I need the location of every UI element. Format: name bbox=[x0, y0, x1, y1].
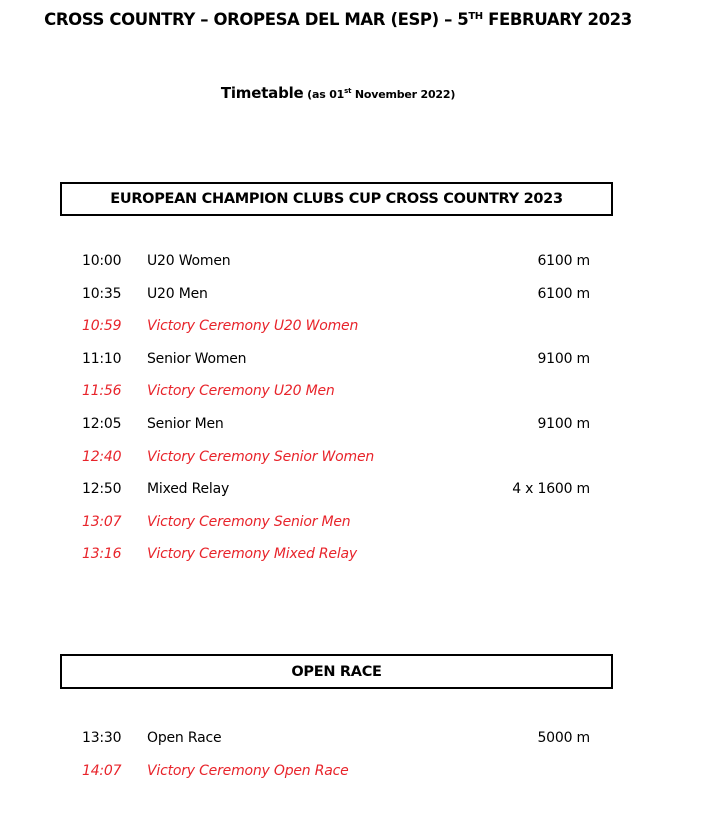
event-name: U20 Men bbox=[147, 285, 208, 302]
event-time: 13:07 bbox=[82, 513, 122, 530]
event-distance: 9100 m bbox=[537, 416, 590, 432]
race-row bbox=[0, 481, 708, 503]
ceremony-row bbox=[0, 383, 708, 405]
event-time: 12:40 bbox=[82, 448, 122, 465]
event-name: Senior Men bbox=[147, 416, 224, 432]
event-time: 12:05 bbox=[82, 416, 122, 432]
event-time: 14:07 bbox=[82, 763, 122, 779]
event-distance: 4 x 1600 m bbox=[512, 481, 590, 498]
ceremony-row bbox=[0, 763, 708, 785]
event-distance: 6100 m bbox=[537, 253, 590, 269]
event-time: 11:56 bbox=[82, 383, 122, 400]
document-title bbox=[0, 10, 676, 29]
subtitle-note bbox=[304, 88, 456, 101]
ceremony-row bbox=[0, 514, 708, 536]
event-time: 10:35 bbox=[82, 285, 122, 302]
event-name: Mixed Relay bbox=[147, 481, 230, 498]
event-distance: 5000 m bbox=[537, 730, 590, 746]
timetable-subtitle bbox=[0, 84, 676, 102]
event-name: Senior Women bbox=[147, 350, 247, 367]
event-time: 13:16 bbox=[82, 546, 122, 563]
title-superscript: TH bbox=[468, 11, 483, 22]
event-name: Open Race bbox=[147, 730, 222, 746]
ceremony-row bbox=[0, 546, 708, 568]
race-row bbox=[0, 351, 708, 373]
section-heading-open-race: OPEN RACE bbox=[60, 654, 613, 689]
event-name: Victory Ceremony Senior Women bbox=[147, 448, 375, 465]
event-name: Victory Ceremony Senior Men bbox=[147, 513, 351, 530]
subtitle-text: Timetable bbox=[220, 84, 304, 102]
note-superscript: st bbox=[344, 87, 352, 95]
event-distance: 9100 m bbox=[537, 350, 590, 367]
title-text-suffix: FEBRUARY 2023 bbox=[482, 10, 632, 29]
race-row bbox=[0, 416, 708, 438]
section-heading-champion-clubs-cup: EUROPEAN CHAMPION CLUBS CUP CROSS COUNTRY 2023 bbox=[60, 182, 613, 216]
race-row bbox=[0, 730, 708, 752]
ceremony-row bbox=[0, 318, 708, 340]
event-time: 10:00 bbox=[82, 253, 122, 269]
event-time: 10:59 bbox=[82, 318, 122, 335]
event-time: 11:10 bbox=[82, 350, 122, 367]
event-name: Victory Ceremony U20 Men bbox=[147, 383, 335, 400]
event-name: Victory Ceremony Mixed Relay bbox=[147, 546, 357, 563]
event-distance: 6100 m bbox=[537, 285, 590, 302]
title-text: CROSS COUNTRY – OROPESA DEL MAR (ESP) – 5 bbox=[44, 10, 469, 29]
note-prefix: (as 01 bbox=[303, 88, 345, 101]
ceremony-row bbox=[0, 449, 708, 471]
event-name: U20 Women bbox=[147, 253, 231, 269]
note-suffix: November 2022) bbox=[351, 88, 456, 101]
event-time: 12:50 bbox=[82, 481, 122, 498]
event-name: Victory Ceremony U20 Women bbox=[147, 318, 359, 335]
race-row bbox=[0, 253, 708, 275]
event-time: 13:30 bbox=[82, 730, 122, 746]
event-name: Victory Ceremony Open Race bbox=[147, 763, 349, 779]
race-row bbox=[0, 286, 708, 308]
